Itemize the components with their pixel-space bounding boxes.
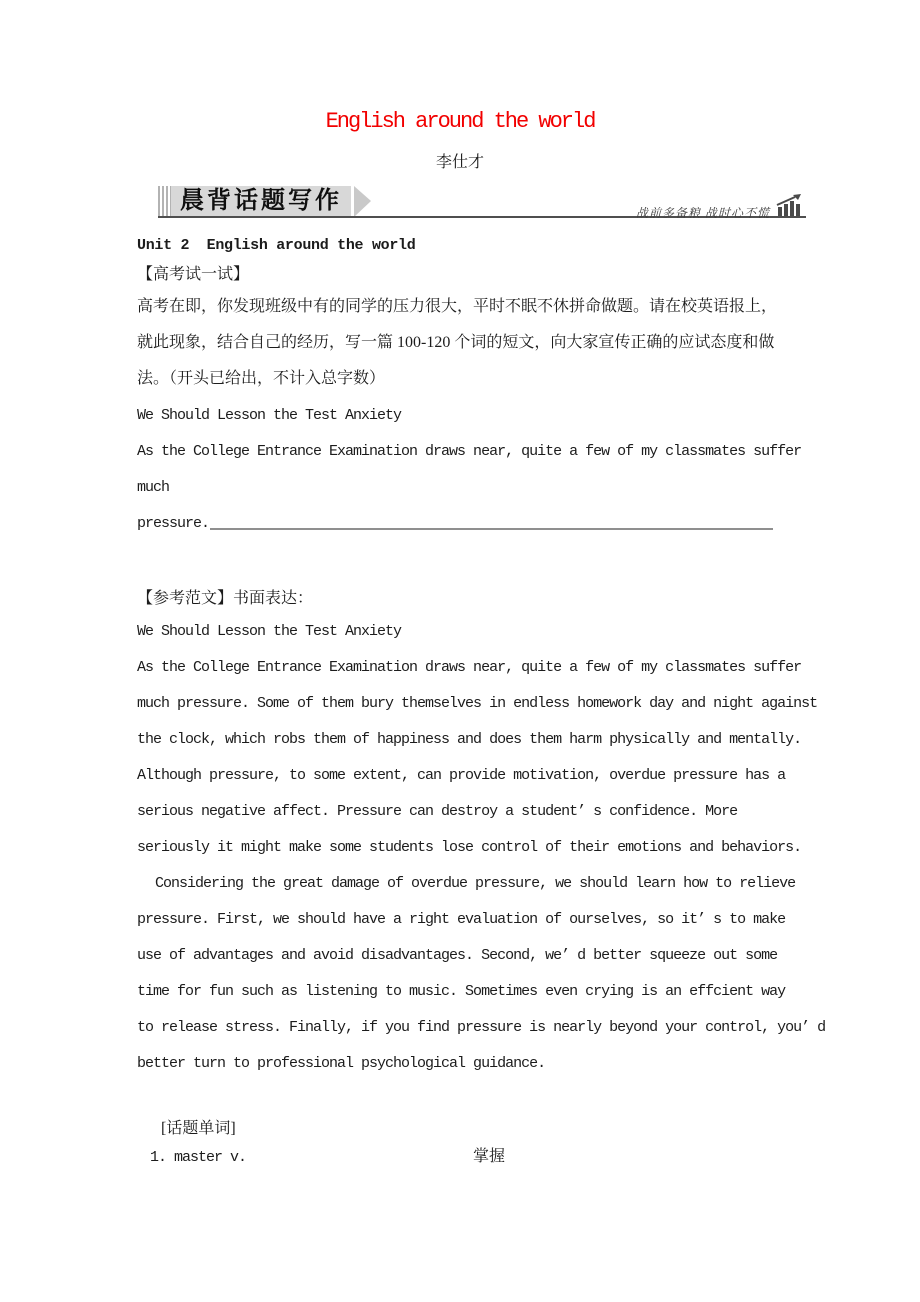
essay-opener-line: pressure. — [137, 515, 210, 532]
essay-line: time for fun such as listening to music. Sometimes even crying is an effcient way — [137, 983, 786, 1000]
section-banner — [158, 186, 371, 217]
model-essay-heading: 【参考范文】书面表达： — [137, 590, 314, 607]
vocab-meaning: 掌握 — [473, 1148, 506, 1165]
exam-prompt-line: 就此现象，结合自己的经历，写一篇 100-120 个词的短文，向大家宣传正确的应试态度和做 — [137, 334, 775, 351]
essay-opener-line: much — [137, 479, 170, 496]
author-name: 李仕才 — [435, 154, 484, 171]
essay-line: pressure. First, we should have a right evaluation of ourselves, so it’ s to make — [137, 911, 786, 928]
vocab-entry: 1. master v. — [150, 1149, 247, 1166]
growth-chart-icon — [775, 194, 803, 217]
unit-heading: Unit 2 English around the world — [137, 237, 416, 254]
exam-section-heading: 【高考试一试】 — [137, 266, 250, 283]
doc-title: English around the world — [325, 109, 595, 134]
banner-arrow-icon — [354, 186, 371, 217]
essay-line: seriously it might make some students lose control of their emotions and behaviors. — [137, 839, 802, 856]
slogan-text: 战前多备粮 战时心不慌 — [635, 206, 770, 220]
essay-line: Considering the great damage of overdue pressure, we should learn how to relieve — [155, 875, 796, 892]
essay-opener-line: We Should Lesson the Test Anxiety — [137, 407, 402, 424]
exam-prompt-line: 法。（开头已给出，不计入总字数） — [137, 370, 386, 387]
banner-stripes-icon — [158, 186, 171, 217]
essay-line: serious negative affect. Pressure can destroy a student’ s confidence. More — [137, 803, 738, 820]
essay-line: Although pressure, to some extent, can provide motivation, overdue pressure has a — [137, 767, 786, 784]
essay-opener-line: As the College Entrance Examination draws near, quite a few of my classmates suffer — [137, 443, 802, 460]
essay-line: the clock, which robs them of happiness and does them harm physically and mentally. — [137, 731, 802, 748]
essay-line: better turn to professional psychological guidance. — [137, 1055, 546, 1072]
vocab-heading: [话题单词] — [161, 1120, 236, 1137]
essay-line: to release stress. Finally, if you find pressure is nearly beyond your control, you’ d — [137, 1019, 826, 1036]
essay-line: use of advantages and avoid disadvantages. Second, we’ d better squeeze out some — [137, 947, 778, 964]
exam-prompt-line: 高考在即，你发现班级中有的同学的压力很大，平时不眠不休拼命做题。请在校英语报上， — [137, 298, 778, 315]
essay-line: As the College Entrance Examination draws near, quite a few of my classmates suffer — [137, 659, 802, 676]
essay-line: We Should Lesson the Test Anxiety — [137, 623, 402, 640]
essay-line: much pressure. Some of them bury themselves in endless homework day and night against — [137, 695, 818, 712]
banner-label: 晨背话题写作 — [171, 186, 351, 217]
fill-in-blank-line — [210, 528, 773, 530]
